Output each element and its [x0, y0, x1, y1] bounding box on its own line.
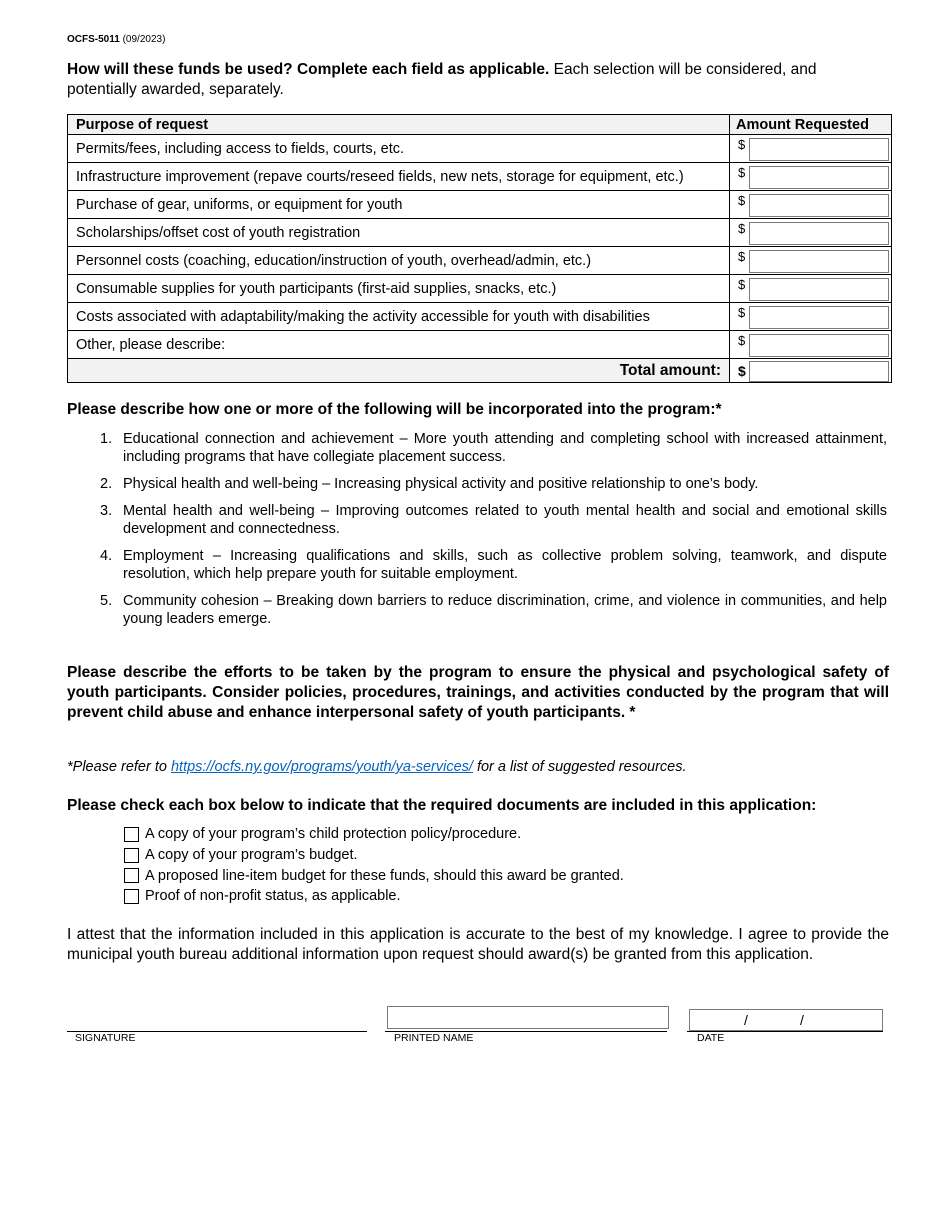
table-row [68, 163, 892, 191]
date-input[interactable] [689, 1009, 883, 1031]
dollar-sign: $ [738, 276, 746, 292]
note-suffix: for a list of suggested resources. [472, 759, 687, 775]
table-header-row [68, 115, 892, 135]
list-item [100, 475, 887, 493]
date-separator: / [744, 1012, 748, 1028]
note-prefix: *Please refer to [67, 759, 171, 775]
purpose-cell: Costs associated with adaptability/making the activity accessible for youth with disabilities [68, 303, 730, 331]
funds-intro-text: Each selection will be considered, and potentially awarded, separately. [67, 61, 817, 98]
column-header-purpose: Purpose of request [68, 115, 730, 135]
purpose-cell: Purchase of gear, uniforms, or equipment for youth [68, 191, 730, 219]
total-row [68, 359, 892, 383]
list-text: Employment – Increasing qualifications and skills, such as collective problem solving, teamwork, and dispute resolution, which help prepare youth for suitable employment. [123, 548, 887, 582]
printed-name-input[interactable] [387, 1006, 669, 1029]
incorporation-heading: Please describe how one or more of the following will be incorporated into the program:* [67, 401, 722, 418]
checkbox-label: A copy of your program’s budget. [145, 847, 358, 864]
form-identifier [67, 34, 165, 45]
amount-cell [730, 331, 892, 359]
amount-cell [730, 191, 892, 219]
checklist-item [124, 824, 624, 845]
list-text: Educational connection and achievement – More youth attending and completing school with increased attainment, including programs that have collegiate placement success. [123, 431, 887, 465]
amount-input-personnel[interactable] [749, 250, 889, 273]
form-id: OCFS-5011 [67, 34, 120, 45]
dollar-sign: $ [738, 220, 746, 236]
list-number: 3. [100, 503, 113, 519]
table-row [68, 247, 892, 275]
purpose-cell: Infrastructure improvement (repave courts/reseed fields, new nets, storage for equipment, etc.) [68, 163, 730, 191]
purpose-cell: Personnel costs (coaching, education/instruction of youth, overhead/admin, etc.) [68, 247, 730, 275]
list-item [100, 547, 887, 583]
amount-input-other[interactable] [749, 334, 889, 357]
documents-heading: Please check each box below to indicate that the required documents are included in this application: [67, 797, 817, 814]
table-row [68, 191, 892, 219]
printed-name-label: PRINTED NAME [394, 1032, 474, 1044]
funds-intro-bold: How will these funds be used? Complete each field as applicable. [67, 61, 550, 78]
purpose-cell: Other, please describe: [68, 331, 730, 359]
table-row [68, 219, 892, 247]
date-separator: / [800, 1012, 804, 1028]
resources-note [67, 759, 687, 775]
amount-input-accessibility[interactable] [749, 306, 889, 329]
list-item [100, 430, 887, 466]
dollar-sign: $ [738, 332, 746, 348]
amount-input-gear[interactable] [749, 194, 889, 217]
dollar-sign: $ [738, 363, 746, 379]
total-label: Total amount: [68, 359, 730, 383]
funds-table [67, 114, 892, 383]
amount-cell [730, 163, 892, 191]
purpose-cell: Consumable supplies for youth participants (first-aid supplies, snacks, etc.) [68, 275, 730, 303]
list-number: 1. [100, 431, 113, 447]
amount-input-consumables[interactable] [749, 278, 889, 301]
amount-cell [730, 275, 892, 303]
date-label: DATE [697, 1032, 725, 1044]
list-number: 4. [100, 548, 113, 564]
dollar-sign: $ [738, 304, 746, 320]
amount-cell [730, 219, 892, 247]
purpose-cell: Scholarships/offset cost of youth registration [68, 219, 730, 247]
amount-input-scholarships[interactable] [749, 222, 889, 245]
checkbox-label: A proposed line-item budget for these funds, should this award be granted. [145, 867, 624, 884]
checklist-item [124, 865, 624, 886]
checkbox-program-budget[interactable] [124, 848, 139, 863]
funds-intro [67, 60, 889, 100]
amount-cell [730, 247, 892, 275]
safety-heading: Please describe the efforts to be taken by the program to ensure the physical and psychological safety of youth participants. Consider policies, procedures, trainings, and activities conducted by the program that will prevent child abuse and enhance interpersonal safety of youth participants. * [67, 664, 889, 721]
list-item [100, 592, 887, 628]
list-text: Mental health and well-being – Improving outcomes related to youth mental health and social and emotional skills development and connectedness. [123, 503, 887, 537]
checkbox-label: A copy of your program’s child protection policy/procedure. [145, 826, 522, 843]
list-number: 5. [100, 593, 113, 609]
table-row [68, 303, 892, 331]
list-number: 2. [100, 476, 113, 492]
form-revision-date: (09/2023) [122, 34, 166, 45]
list-text: Physical health and well-being – Increasing physical activity and positive relationship to one’s body. [123, 476, 759, 492]
total-amount-input[interactable] [749, 361, 889, 382]
amount-cell [730, 303, 892, 331]
signature-label: SIGNATURE [75, 1032, 136, 1044]
resources-link[interactable]: https://ocfs.ny.gov/programs/youth/ya-services/ [170, 759, 473, 775]
amount-cell [730, 135, 892, 163]
documents-checklist [124, 824, 624, 907]
checkbox-label: Proof of non-profit status, as applicable. [145, 888, 401, 905]
column-header-amount: Amount Requested [730, 115, 892, 135]
list-text: Community cohesion – Breaking down barriers to reduce discrimination, crime, and violence in communities, and help young leaders emerge. [123, 593, 887, 627]
table-row [68, 275, 892, 303]
checklist-item [124, 886, 624, 907]
purpose-cell: Permits/fees, including access to fields, courts, etc. [68, 135, 730, 163]
checklist-item [124, 845, 624, 866]
dollar-sign: $ [738, 248, 746, 264]
checkbox-line-item-budget[interactable] [124, 868, 139, 883]
dollar-sign: $ [738, 136, 746, 152]
checkbox-nonprofit-status[interactable] [124, 889, 139, 904]
dollar-sign: $ [738, 164, 746, 180]
table-row [68, 135, 892, 163]
checkbox-child-protection-policy[interactable] [124, 827, 139, 842]
total-amount-cell [730, 359, 892, 383]
attestation-text: I attest that the information included in this application is accurate to the best of my knowledge. I agree to provide the municipal youth bureau additional information upon request should award(s) be granted from this application. [67, 926, 889, 963]
table-row [68, 331, 892, 359]
amount-input-infrastructure[interactable] [749, 166, 889, 189]
program-criteria-list [100, 430, 887, 637]
list-item [100, 502, 887, 538]
dollar-sign: $ [738, 192, 746, 208]
amount-input-permits[interactable] [749, 138, 889, 161]
